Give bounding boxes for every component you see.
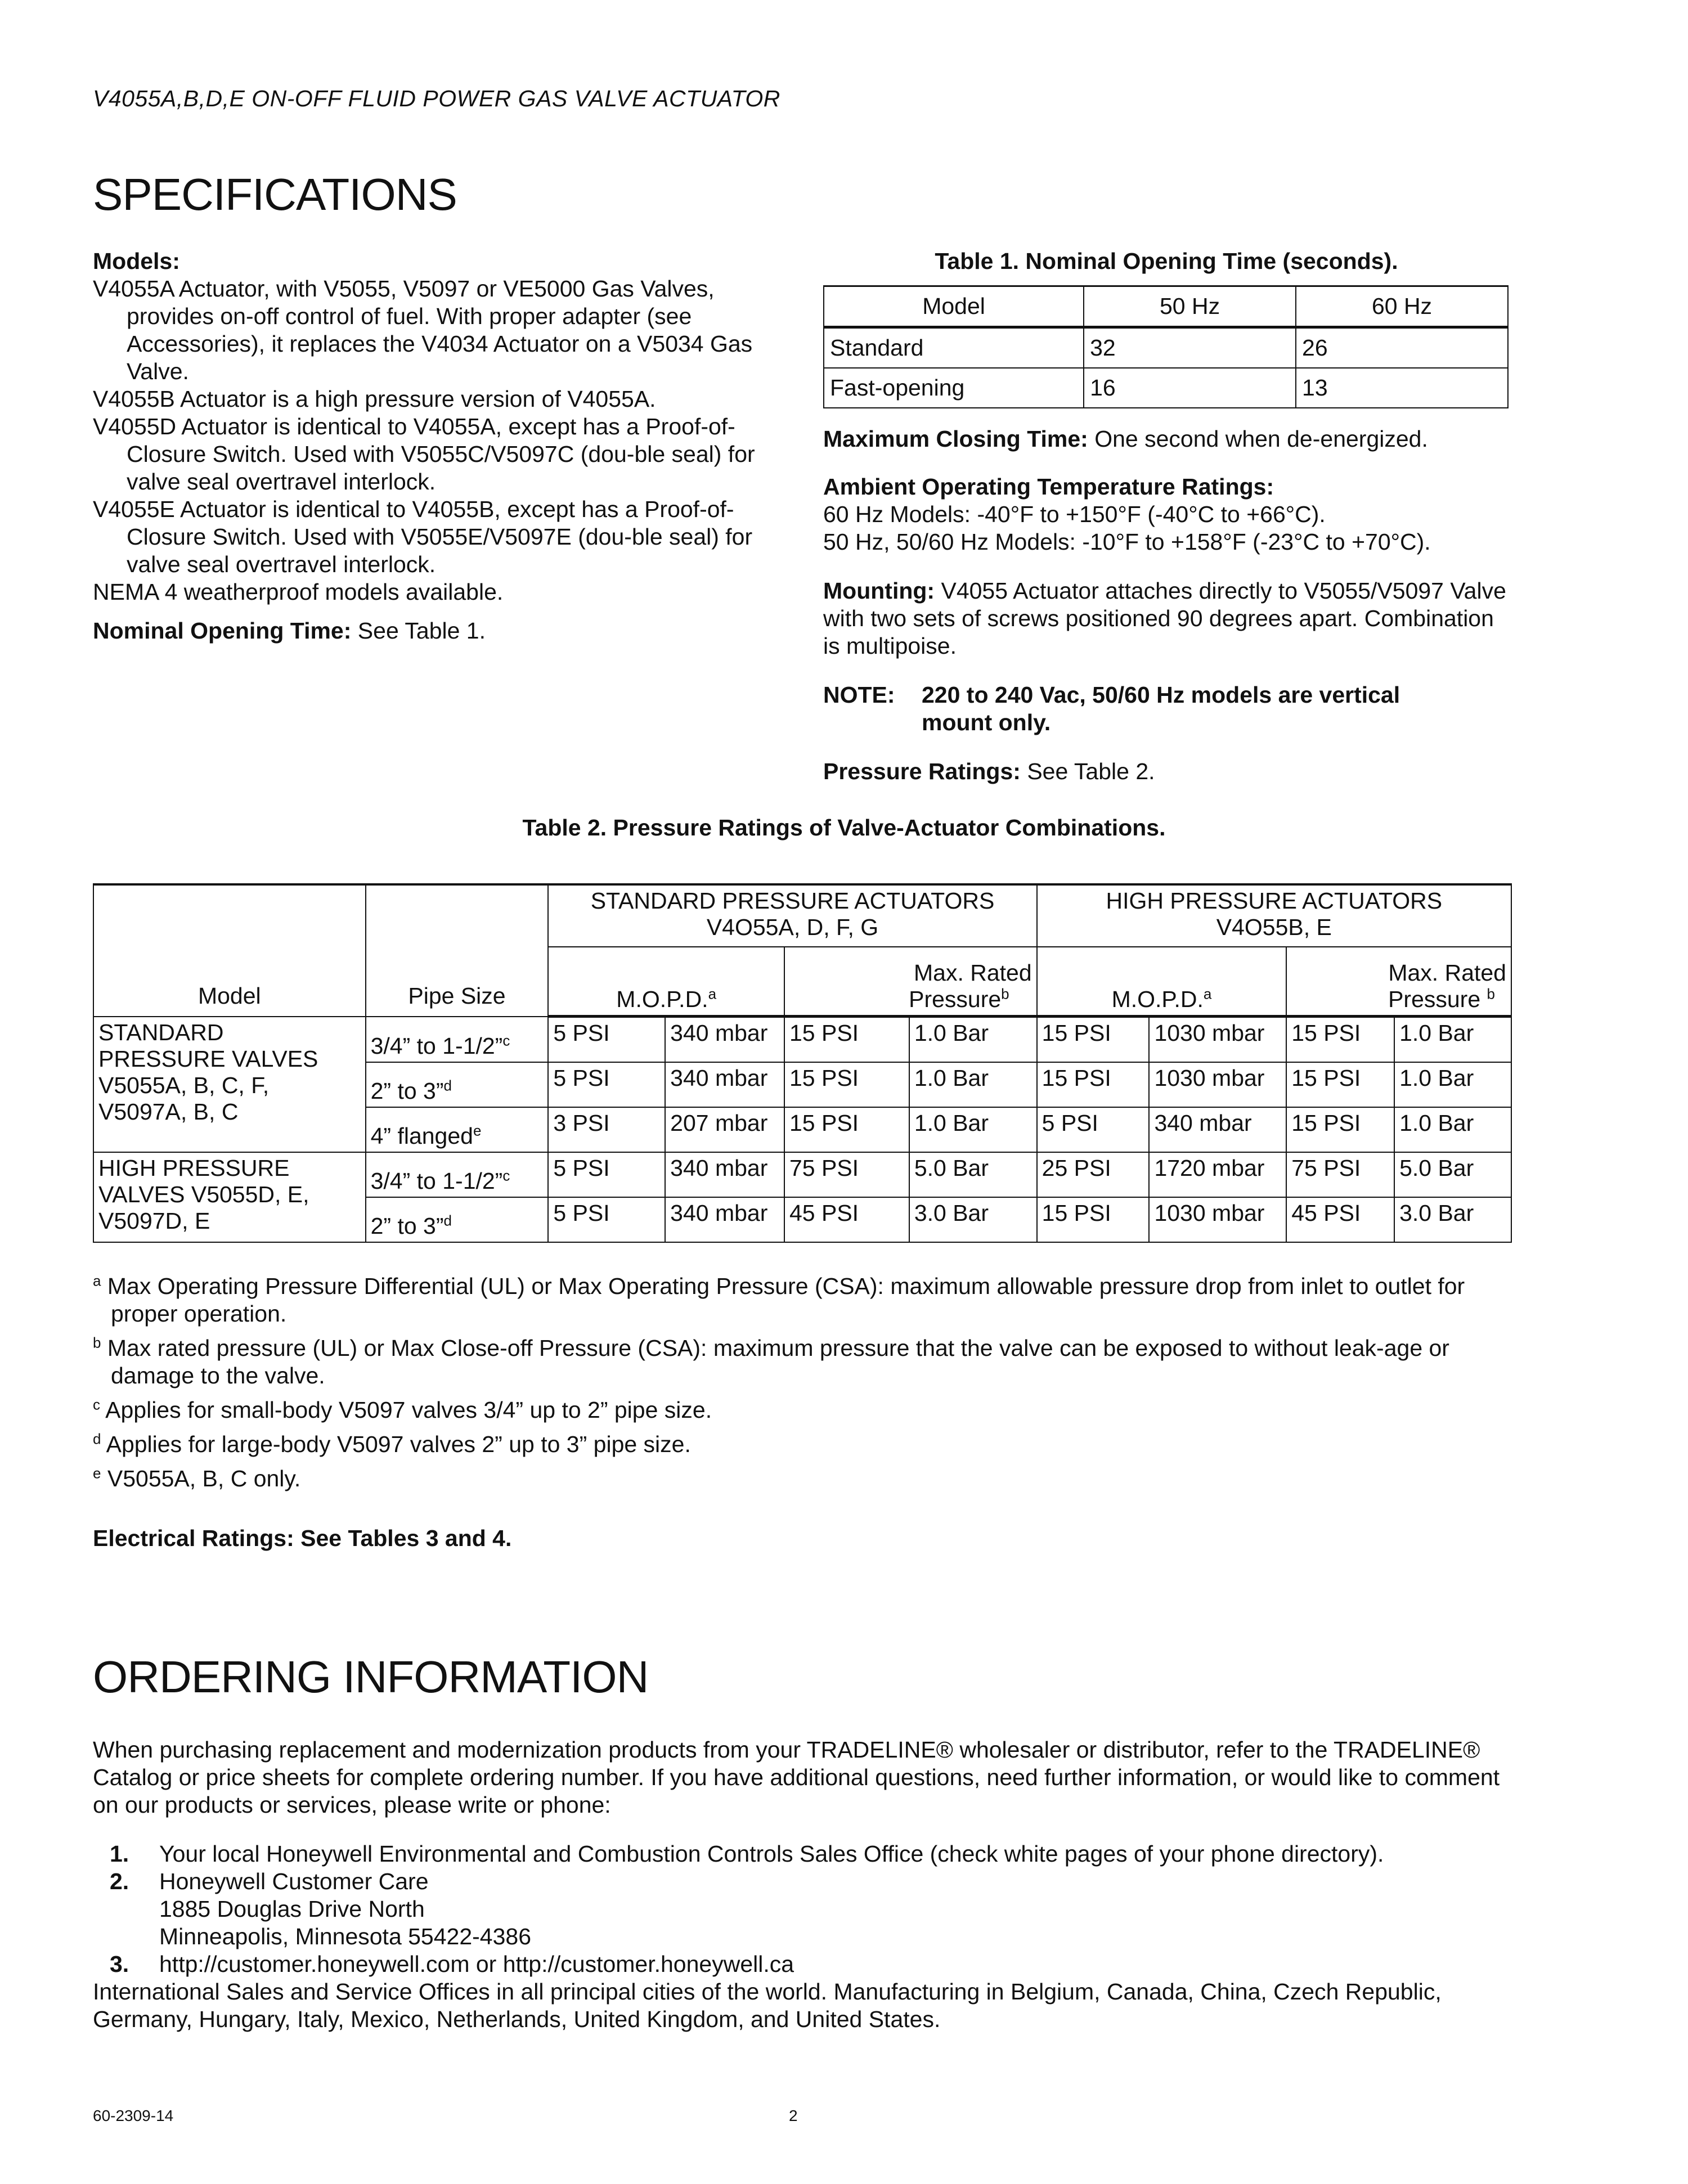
table1-header-model: Model (824, 286, 1084, 327)
table2-pressure-ratings (93, 883, 1512, 1243)
table2-value-cell: 15 PSI (1286, 1017, 1394, 1063)
table1-cell: 32 (1084, 327, 1296, 369)
list-item (93, 1840, 1522, 1868)
table1-cell: Standard (824, 327, 1084, 369)
note-text: 220 to 240 Vac, 50/60 Hz models are vertical mount only. (922, 682, 1400, 735)
model-line: STANDARD (98, 1019, 224, 1045)
table2-header-high-mopd (1037, 947, 1287, 1017)
table2-value-cell: 5 PSI (548, 1197, 665, 1242)
pressure-word: Pressure (1388, 986, 1481, 1012)
mopd-label: M.O.P.D. (1111, 986, 1204, 1012)
table2-value-cell: 15 PSI (1037, 1062, 1150, 1107)
pipe-size: 2” to 3” (370, 1078, 444, 1104)
model-v4055b: V4055B Actuator is a high pressure version of V4055A. (93, 386, 656, 412)
table2-value-cell: 45 PSI (784, 1197, 909, 1242)
table2-value-cell: 25 PSI (1037, 1152, 1150, 1197)
footnote-mark: b (93, 1334, 101, 1351)
footnote-mark: e (93, 1464, 101, 1482)
table1-cell: 16 (1084, 368, 1296, 408)
table2-pipe-cell (366, 1197, 549, 1242)
table2-value-cell: 3.0 Bar (909, 1197, 1037, 1242)
table2-value-cell: 340 mbar (665, 1062, 784, 1107)
ordering-list (93, 1840, 1522, 1978)
table2-body (93, 1017, 1511, 1243)
model-nema4: NEMA 4 weatherproof models available. (93, 579, 504, 605)
footnote (93, 1465, 1522, 1493)
specifications-right-column (823, 248, 1510, 785)
footnote (93, 1273, 1522, 1328)
footnote-mark: a (1203, 985, 1212, 1003)
table2-value-cell: 340 mbar (1149, 1107, 1286, 1152)
table2-header-standard-group (548, 884, 1036, 947)
table2-value-cell: 75 PSI (1286, 1152, 1394, 1197)
table2-pipe-cell (366, 1017, 549, 1063)
specifications-title: SPECIFICATIONS (93, 169, 457, 219)
footnote-text: Max Operating Pressure Differential (UL) or Max Operating Pressure (CSA): maximum allowable pressure drop from inlet to outlet for proper operation. (107, 1273, 1465, 1327)
high-group-line1: HIGH PRESSURE ACTUATORS (1106, 888, 1443, 914)
list-line: Honeywell Customer Care (159, 1868, 429, 1894)
model-line: V5097D, E (98, 1208, 210, 1234)
pressure-word: Pressure (909, 986, 1002, 1012)
footnote-mark: d (443, 1077, 452, 1094)
list-line[interactable]: http://customer.honeywell.com or http://customer.honeywell.ca (159, 1951, 794, 1977)
ambient-label: Ambient Operating Temperature Ratings: (823, 474, 1274, 500)
footnote-text: Applies for large-body V5097 valves 2” up to 3” pipe size. (106, 1431, 691, 1457)
list-item (93, 1951, 1522, 1978)
ordering-title: ORDERING INFORMATION (93, 1652, 649, 1702)
footnote-text: Max rated pressure (UL) or Max Close-off Pressure (CSA): maximum pressure that the valve can be exposed to without leak-age or damage to the valve. (107, 1335, 1449, 1388)
table2-value-cell: 1720 mbar (1149, 1152, 1286, 1197)
footnote-mark: b (1487, 985, 1495, 1003)
note-label: NOTE: (823, 682, 895, 708)
electrical-ratings: Electrical Ratings: See Tables 3 and 4. (93, 1525, 512, 1551)
table2-value-cell: 15 PSI (784, 1107, 909, 1152)
list-line: 1885 Douglas Drive North (159, 1896, 425, 1922)
table1-cell: 13 (1296, 368, 1508, 408)
model-line: PRESSURE VALVES (98, 1045, 318, 1072)
ordering-intro: When purchasing replacement and modernization products from your TRADELINE® wholesaler or distributor, refer to the TRADELINE® Catalog or price sheets for complete ordering number. If you have additional questions, need further information, or would like to comment on our products or services, please write or phone: (93, 1737, 1500, 1818)
mounting-label: Mounting: (823, 578, 935, 604)
table1-cell: 26 (1296, 327, 1508, 369)
list-item (93, 1868, 1522, 1951)
table2-value-cell: 340 mbar (665, 1197, 784, 1242)
table2-header-pipe: Pipe Size (366, 884, 549, 1017)
ambient-line-60hz: 60 Hz Models: -40°F to +150°F (-40°C to +66°C). (823, 501, 1326, 527)
table2-value-cell: 5 PSI (548, 1017, 665, 1063)
table2-value-cell: 15 PSI (784, 1017, 909, 1063)
pipe-size: 4” flanged (370, 1123, 473, 1149)
model-line: V5055A, B, C, F, (98, 1072, 270, 1098)
nominal-opening-text: See Table 1. (357, 618, 486, 644)
table2-value-cell: 3.0 Bar (1394, 1197, 1511, 1242)
table2-value-cell: 75 PSI (784, 1152, 909, 1197)
max-rated-label: Max. Rated (1388, 960, 1506, 986)
table2-value-cell: 15 PSI (784, 1062, 909, 1107)
table2-model-cell (93, 1152, 366, 1242)
footnote-mark: d (443, 1212, 452, 1229)
footnote-mark: c (93, 1396, 100, 1413)
max-closing-time (823, 425, 1510, 453)
footnote (93, 1334, 1522, 1390)
mopd-label: M.O.P.D. (616, 986, 708, 1012)
list-number: 3. (110, 1951, 129, 1977)
footnote-mark: c (502, 1032, 510, 1049)
footnote (93, 1396, 1522, 1424)
list-number: 1. (110, 1841, 129, 1867)
table2-value-cell: 207 mbar (665, 1107, 784, 1152)
footnote-mark: d (93, 1430, 101, 1448)
table2-value-cell: 1.0 Bar (909, 1107, 1037, 1152)
table-row (93, 1017, 1511, 1063)
table2-value-cell: 15 PSI (1286, 1107, 1394, 1152)
max-rated-label: Max. Rated (913, 960, 1032, 986)
table1-cell: Fast-opening (824, 368, 1084, 408)
pressure-text: See Table 2. (1027, 758, 1155, 784)
footnote-mark: a (93, 1272, 101, 1289)
table2-value-cell: 3 PSI (548, 1107, 665, 1152)
pressure-label: Pressure Ratings: (823, 758, 1021, 784)
footnote-text: Applies for small-body V5097 valves 3/4” up to 2” pipe size. (105, 1397, 712, 1423)
pressure-label-cell (1291, 986, 1506, 1013)
table2-pipe-cell (366, 1062, 549, 1107)
pipe-size: 2” to 3” (370, 1213, 444, 1239)
table2-value-cell: 5.0 Bar (909, 1152, 1037, 1197)
model-v4055a: V4055A Actuator, with V5055, V5097 or VE5000 Gas Valves, provides on-off control of fuel. With proper adapter (see Accessories), it replaces the V4034 Actuator on a V5034 Gas Valve. (93, 276, 753, 384)
table1-header-50hz: 50 Hz (1084, 286, 1296, 327)
table2-value-cell: 5 PSI (548, 1062, 665, 1107)
footer-doc-number: 60-2309-14 (93, 2107, 174, 2124)
pipe-size: 3/4” to 1-1/2” (370, 1168, 503, 1194)
table2-value-cell: 1.0 Bar (909, 1062, 1037, 1107)
specifications-left-column (93, 248, 802, 645)
ambient-line-50hz: 50 Hz, 50/60 Hz Models: -10°F to +158°F (-23°C to +70°C). (823, 529, 1431, 555)
model-line: VALVES V5055D, E, (98, 1181, 309, 1207)
list-number: 2. (110, 1868, 129, 1894)
pipe-size: 3/4” to 1-1/2” (370, 1033, 503, 1059)
table2-pipe-cell (366, 1152, 549, 1197)
table2-value-cell: 5.0 Bar (1394, 1152, 1511, 1197)
pressure-ratings (823, 758, 1510, 785)
table1-header-60hz: 60 Hz (1296, 286, 1508, 327)
table2-value-cell: 45 PSI (1286, 1197, 1394, 1242)
table1-caption: Table 1. Nominal Opening Time (seconds). (935, 248, 1398, 274)
standard-group-line1: STANDARD PRESSURE ACTUATORS (590, 888, 995, 914)
table2-header-high-group (1037, 884, 1511, 947)
table2-header-model: Model (93, 884, 366, 1017)
ordering-closing: International Sales and Service Offices in all principal cities of the world. Manufacturing in Belgium, Canada, China, Czech Republic, Germany, Hungary, Italy, Mexico, Netherlands, United Kingdom, and United States. (93, 1979, 1442, 2032)
footnote-mark: e (473, 1122, 482, 1139)
table2-value-cell: 15 PSI (1286, 1062, 1394, 1107)
max-closing-label: Maximum Closing Time: (823, 426, 1088, 452)
footnote-text: V5055A, B, C only. (107, 1466, 301, 1491)
list-line: Minneapolis, Minnesota 55422-4386 (159, 1924, 532, 1949)
table2-value-cell: 1.0 Bar (1394, 1062, 1511, 1107)
max-closing-text: One second when de-energized. (1094, 426, 1428, 452)
list-line: Your local Honeywell Environmental and Combustion Controls Sales Office (check white pages of your phone directory). (159, 1841, 1384, 1867)
ordering-body (93, 1736, 1522, 2033)
table2-value-cell: 1030 mbar (1149, 1017, 1286, 1063)
pressure-label-cell (789, 986, 1032, 1013)
table2-footnotes (93, 1273, 1522, 1499)
table2-value-cell: 1030 mbar (1149, 1197, 1286, 1242)
table-row (93, 1152, 1511, 1197)
table2-caption: Table 2. Pressure Ratings of Valve-Actuator Combinations. (522, 815, 1166, 841)
model-line: HIGH PRESSURE (98, 1155, 290, 1181)
table2-value-cell: 15 PSI (1037, 1197, 1150, 1242)
table2-value-cell: 15 PSI (1037, 1017, 1150, 1063)
footer-page-number: 2 (789, 2107, 798, 2124)
table2-header-std-max (784, 947, 1037, 1017)
mounting-text: V4055 Actuator attaches directly to V5055/V5097 Valve with two sets of screws positioned 90 degrees apart. Combination is multipoise. (823, 578, 1506, 659)
table2-value-cell: 1.0 Bar (1394, 1017, 1511, 1063)
standard-group-line2: V4O55A, D, F, G (706, 914, 879, 940)
footnote-mark: c (502, 1167, 510, 1184)
note (823, 681, 1510, 736)
footnote (93, 1431, 1522, 1458)
table2-value-cell: 1030 mbar (1149, 1062, 1286, 1107)
table2-value-cell: 1.0 Bar (909, 1017, 1037, 1063)
table2-value-cell: 5 PSI (1037, 1107, 1150, 1152)
footnote-mark: b (1001, 985, 1009, 1003)
footnote-mark: a (708, 985, 717, 1003)
table2-value-cell: 5 PSI (548, 1152, 665, 1197)
mounting (823, 577, 1510, 660)
high-group-line2: V4O55B, E (1216, 914, 1332, 940)
nominal-opening-label: Nominal Opening Time: (93, 618, 352, 644)
table2-value-cell: 1.0 Bar (1394, 1107, 1511, 1152)
document-header: V4055A,B,D,E ON-OFF FLUID POWER GAS VALVE ACTUATOR (93, 86, 780, 111)
table2-header-std-mopd (548, 947, 784, 1017)
table2-value-cell: 340 mbar (665, 1017, 784, 1063)
model-line: V5097A, B, C (98, 1098, 239, 1125)
table1-opening-time (823, 285, 1509, 408)
table2-header-high-max (1286, 947, 1511, 1017)
model-v4055e: V4055E Actuator is identical to V4055B, except has a Proof-of-Closure Switch. Used with V5055E/V5097E (dou-ble seal) for valve seal overtravel interlock. (93, 496, 753, 577)
nominal-opening-time (93, 617, 802, 645)
models-label: Models: (93, 248, 180, 274)
table-row (824, 327, 1508, 369)
table2-model-cell (93, 1017, 366, 1153)
model-v4055d: V4055D Actuator is identical to V4055A, except has a Proof-of-Closure Switch. Used with V5055C/V5097C (dou-ble seal) for valve seal overtravel interlock. (93, 414, 755, 495)
table-row (824, 368, 1508, 408)
table2-value-cell: 340 mbar (665, 1152, 784, 1197)
table2-pipe-cell (366, 1107, 549, 1152)
